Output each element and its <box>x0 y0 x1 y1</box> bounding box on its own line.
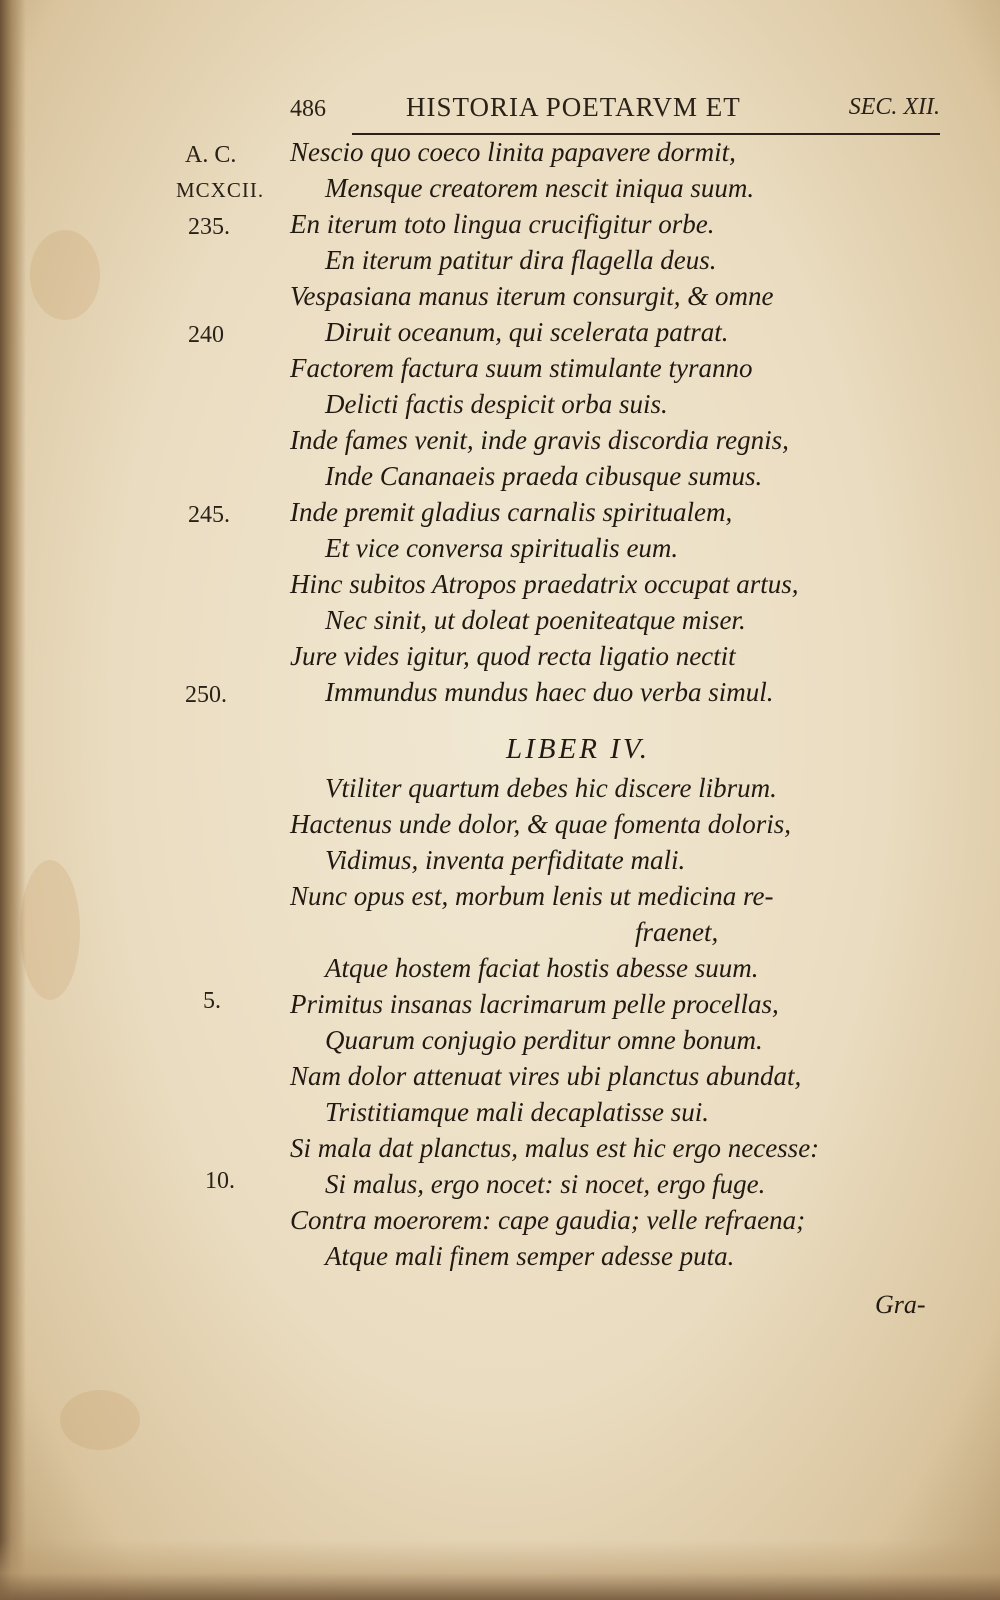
section-label: SEC. XII. <box>848 94 940 120</box>
verse-line: Primitus insanas lacrimarum pelle procellas, <box>290 989 779 1019</box>
verse-line: En iterum toto lingua crucifigitur orbe. <box>290 209 715 239</box>
book-title: LIBER IV. <box>506 733 651 765</box>
verse-line: Hactenus unde dolor, & quae fomenta doloris, <box>290 809 791 839</box>
verse-line: Nam dolor attenuat vires ubi planctus abundat, <box>290 1061 802 1091</box>
verse-line: Tristitiamque mali decaplatisse sui. <box>325 1097 710 1127</box>
verse-line: Factorem factura suum stimulante tyranno <box>290 353 753 383</box>
margin-note: A. C. <box>185 142 237 168</box>
verse-line: Vidimus, inventa perfiditate mali. <box>325 845 686 875</box>
verse-line: Delicti factis despicit orba suis. <box>325 389 668 419</box>
verse-line: Diruit oceanum, qui scelerata patrat. <box>325 317 729 347</box>
verse-line: fraenet, <box>635 917 719 947</box>
verse-line: Inde fames venit, inde gravis discordia regnis, <box>290 425 789 455</box>
margin-note: MCXCII. <box>176 178 265 202</box>
verse-line: Nescio quo coeco linita papavere dormit, <box>290 137 736 167</box>
verse-line: Nec sinit, ut doleat poeniteatque miser. <box>325 605 746 635</box>
verse-line: Atque mali finem semper adesse puta. <box>325 1241 735 1271</box>
verse-line: Inde Cananaeis praeda cibusque sumus. <box>325 461 763 491</box>
verse-line: Jure vides igitur, quod recta ligatio nectit <box>290 641 736 671</box>
verse-line: Hinc subitos Atropos praedatrix occupat artus, <box>290 569 799 599</box>
margin-note: 235. <box>188 214 230 240</box>
page-number: 486 <box>290 96 326 122</box>
verse-line: Si mala dat planctus, malus est hic ergo necesse: <box>290 1133 820 1163</box>
margin-note: 240 <box>188 322 224 348</box>
running-title: HISTORIA POETARVM ET <box>406 92 741 122</box>
paper-stain <box>60 1390 140 1450</box>
header-rule <box>352 133 940 135</box>
margin-note: 245. <box>188 502 230 528</box>
verse-line: Immundus mundus haec duo verba simul. <box>325 677 774 707</box>
verse-line: Si malus, ergo nocet: si nocet, ergo fuge. <box>325 1169 766 1199</box>
verse-line: Atque hostem faciat hostis abesse suum. <box>325 953 759 983</box>
verse-line: Et vice conversa spiritualis eum. <box>325 533 679 563</box>
margin-note: 10. <box>205 1168 235 1194</box>
verse-line: Vespasiana manus iterum consurgit, & omne <box>290 281 774 311</box>
margin-note: 250. <box>185 682 227 708</box>
verse-line: Vtiliter quartum debes hic discere librum. <box>325 773 777 803</box>
verse-line: Inde premit gladius carnalis spiritualem, <box>290 497 733 527</box>
paper-stain <box>30 230 100 320</box>
paper-stain <box>20 860 80 1000</box>
verse-line: Mensque creatorem nescit iniqua suum. <box>325 173 755 203</box>
verse-line: Contra moerorem: cape gaudia; velle refraena; <box>290 1205 806 1235</box>
verse-line: Quarum conjugio perditur omne bonum. <box>325 1025 763 1055</box>
verse-line: En iterum patitur dira flagella deus. <box>325 245 717 275</box>
catchword: Gra- <box>875 1290 926 1319</box>
verse-line: Nunc opus est, morbum lenis ut medicina re- <box>290 881 774 911</box>
margin-note: 5. <box>203 988 221 1014</box>
page-header <box>290 92 940 132</box>
